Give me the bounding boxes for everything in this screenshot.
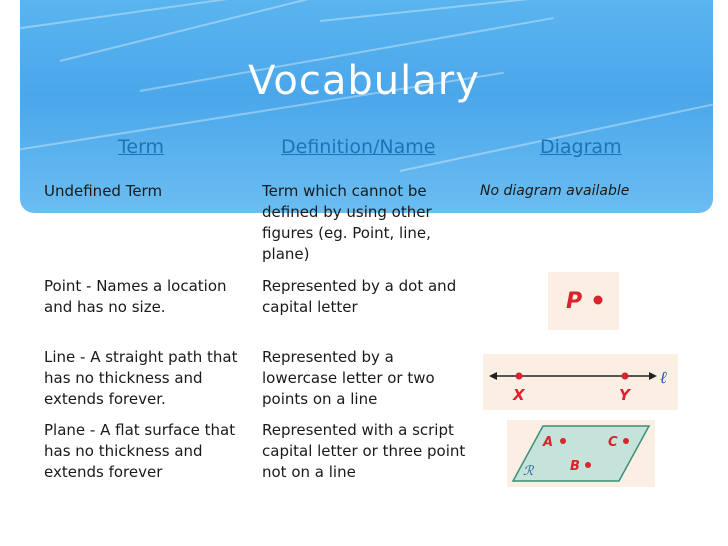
row1-definition: Term which cannot be defined by using other figures (eg. Point, line, plane) bbox=[262, 182, 432, 263]
label-x: X bbox=[513, 386, 525, 404]
point-y-dot bbox=[622, 373, 629, 380]
row1-term: Undefined Term bbox=[44, 182, 163, 200]
plane-parallelogram bbox=[513, 426, 649, 481]
label-b: B bbox=[570, 459, 580, 474]
line-diagram bbox=[483, 354, 678, 410]
line-arrow-right bbox=[649, 372, 657, 380]
slide-title: Vocabulary bbox=[248, 58, 480, 104]
point-label: P bbox=[566, 289, 583, 314]
label-l: ℓ bbox=[660, 368, 668, 388]
label-y: Y bbox=[619, 386, 630, 404]
point-c-dot bbox=[623, 438, 629, 444]
header-diagram: Diagram bbox=[540, 136, 622, 158]
label-a: A bbox=[543, 435, 554, 450]
row3-definition: Represented by a lowercase letter or two points on a line bbox=[262, 348, 435, 408]
row4-definition: Represented with a script capital letter or three point not on a line bbox=[262, 421, 466, 481]
header-term: Term bbox=[118, 136, 165, 158]
row2-definition: Represented by a dot and capital letter bbox=[262, 277, 457, 316]
row4-term: Plane - A flat surface that has no thickness and extends forever bbox=[44, 421, 236, 481]
point-a-dot bbox=[560, 438, 566, 444]
label-r: ℛ bbox=[523, 464, 534, 479]
point-dot bbox=[594, 296, 603, 305]
plane-diagram bbox=[507, 420, 655, 487]
header-definition: Definition/Name bbox=[281, 136, 436, 158]
row2-term: Point - Names a location and has no size. bbox=[44, 277, 227, 316]
row3-term: Line - A straight path that has no thickness and extends forever. bbox=[44, 348, 238, 408]
line-arrow-left bbox=[489, 372, 497, 380]
label-c: C bbox=[608, 435, 618, 450]
point-diagram bbox=[548, 272, 619, 330]
point-x-dot bbox=[516, 373, 523, 380]
row1-diagram-text: No diagram available bbox=[480, 183, 630, 199]
point-b-dot bbox=[585, 462, 591, 468]
